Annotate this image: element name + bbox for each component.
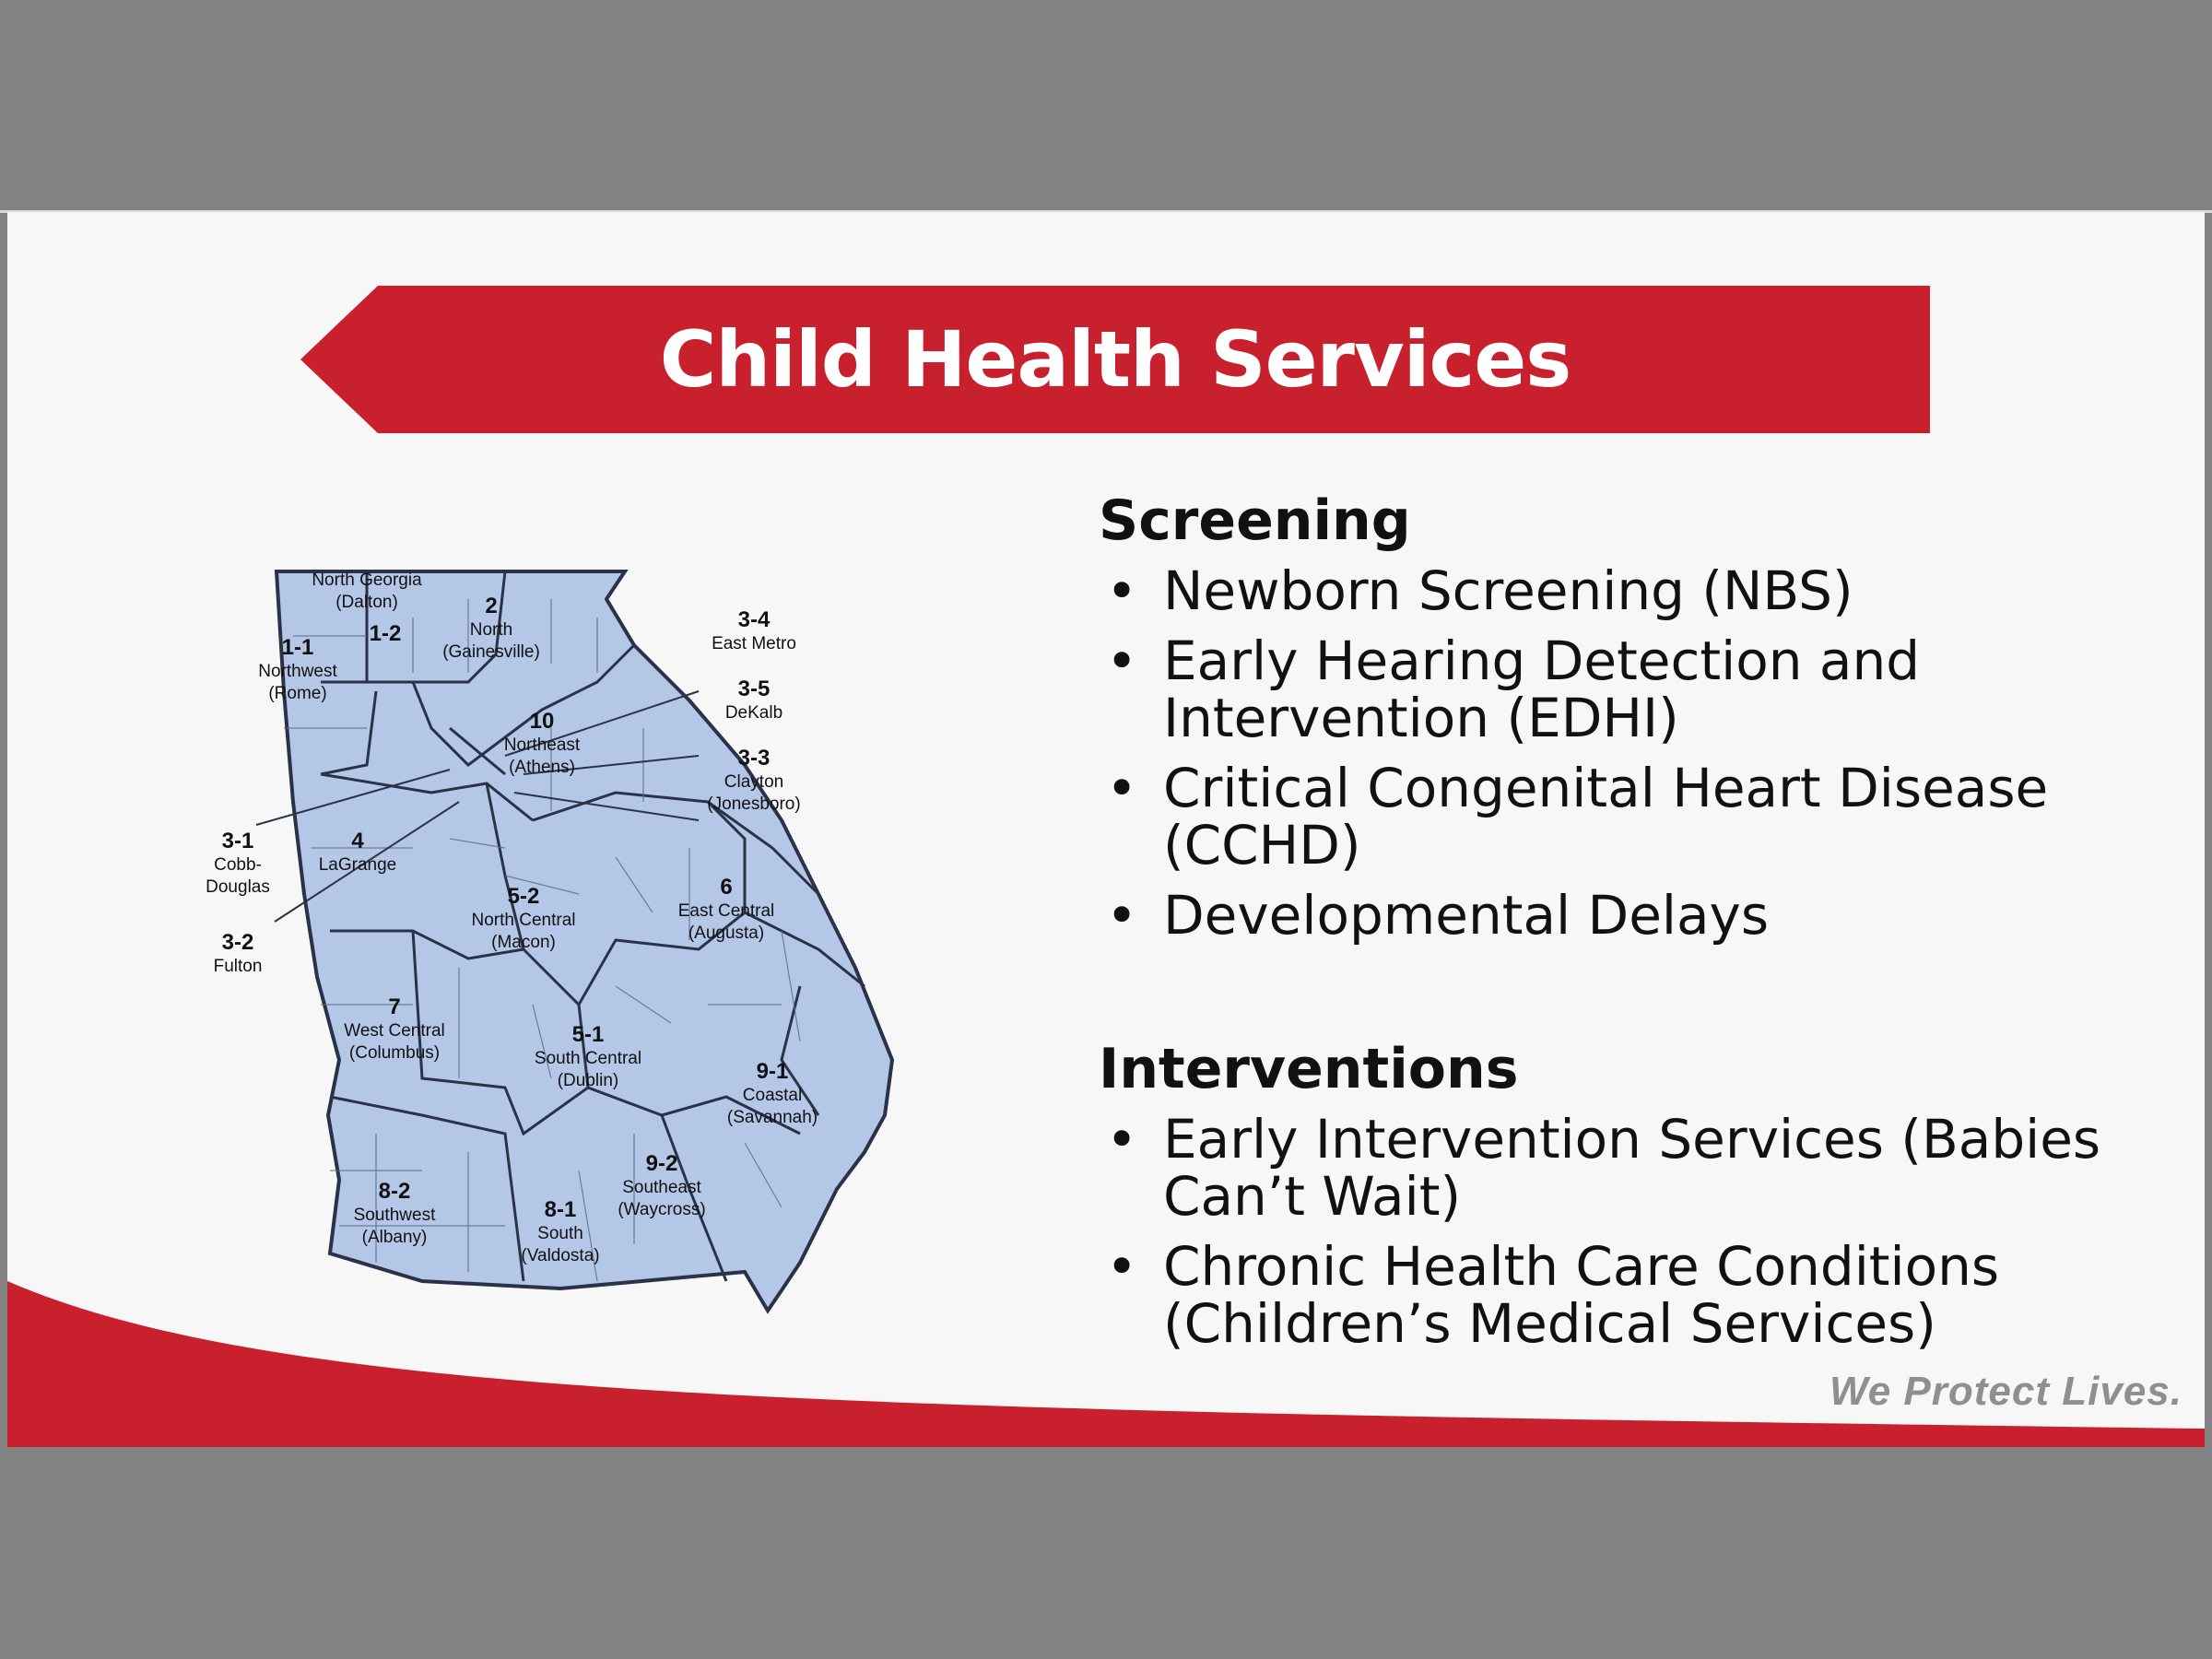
tagline: We Protect Lives. (1830, 1369, 2183, 1414)
callout-label: 3-3 (737, 746, 771, 771)
interventions-list (1099, 1108, 2131, 1365)
callout-label: Fulton (213, 957, 263, 976)
region-label: 7 (388, 994, 401, 1019)
callout-label: East Metro (712, 634, 796, 653)
callout-label: 3-2 (221, 930, 254, 955)
screening-item: • Newborn Screening (NBS) (1106, 559, 1853, 622)
screening-item: • Early Hearing Detection and Intervention (EDHI) (1106, 629, 1921, 749)
region-label: (Dublin) (557, 1071, 619, 1090)
region-label: (Albany) (361, 1228, 428, 1247)
region-label: South Central (534, 1049, 642, 1068)
callout-label: 3-5 (737, 677, 771, 701)
callout-label: Cobb- (214, 855, 262, 875)
callout-label: 3-4 (737, 607, 771, 632)
georgia-regions-map (206, 544, 966, 1318)
region-label: (Waycross) (618, 1200, 706, 1219)
top-frame (0, 0, 2212, 213)
region-label: (Valdosta) (521, 1246, 600, 1265)
screening-item: • Developmental Delays (1106, 884, 1770, 947)
region-label: 9-2 (645, 1151, 678, 1176)
title-banner (300, 286, 1930, 433)
interventions-heading: Interventions (1099, 1037, 1519, 1101)
region-label: (Augusta) (688, 924, 765, 943)
callout-label: (Jonesboro) (707, 794, 801, 814)
region-label: (Columbus) (348, 1043, 441, 1063)
callout-label: 3-1 (221, 829, 254, 853)
screening-heading: Screening (1099, 488, 1411, 553)
region-label: Northwest (258, 662, 337, 681)
region-label: (Rome) (268, 684, 327, 703)
interventions-item: • Early Intervention Services (Babies Can’t Wait) (1106, 1108, 2101, 1228)
region-label: LaGrange (318, 855, 397, 875)
region-label: North Georgia (312, 571, 422, 590)
region-label: East Central (677, 901, 775, 921)
region-label: 5-1 (571, 1022, 605, 1047)
interventions-item: • Chronic Health Care Conditions (Children’s Medical Services) (1106, 1235, 2000, 1355)
region-label: 8-1 (544, 1197, 577, 1222)
region-label: 4 (351, 829, 364, 853)
callout-label: Douglas (206, 877, 270, 897)
callout-label: DeKalb (724, 703, 783, 723)
region-label: 6 (720, 875, 733, 900)
region-label: (Athens) (509, 758, 575, 777)
callout-label: Clayton (724, 772, 784, 792)
region-label: North (469, 620, 513, 640)
region-label: (Savannah) (726, 1108, 818, 1127)
region-label: Coastal (742, 1086, 803, 1105)
region-label: 10 (529, 709, 555, 734)
region-label: Southeast (622, 1178, 701, 1197)
page-title: Child Health Services (659, 314, 1571, 405)
region-label: 2 (485, 594, 498, 618)
screening-list (1099, 559, 2131, 957)
region-label: (Macon) (491, 933, 556, 952)
screening-item: • Critical Congenital Heart Disease (CCHD) (1106, 757, 2049, 877)
region-label: 8-2 (378, 1179, 411, 1204)
region-label: West Central (344, 1021, 445, 1041)
region-label: 9-1 (756, 1059, 789, 1084)
region-label: 1-1 (281, 635, 314, 660)
region-label: 5-2 (507, 884, 540, 909)
region-label: (Gainesville) (442, 642, 540, 662)
slide (7, 212, 2205, 1447)
region-label: (Dalton) (335, 593, 398, 612)
region-label: Northeast (503, 735, 581, 755)
region-label: North Central (471, 911, 576, 930)
bottom-frame (0, 1449, 2212, 1659)
region-label: Southwest (353, 1206, 436, 1225)
region-label: South (537, 1224, 583, 1243)
region-label: 1-2 (369, 621, 402, 646)
